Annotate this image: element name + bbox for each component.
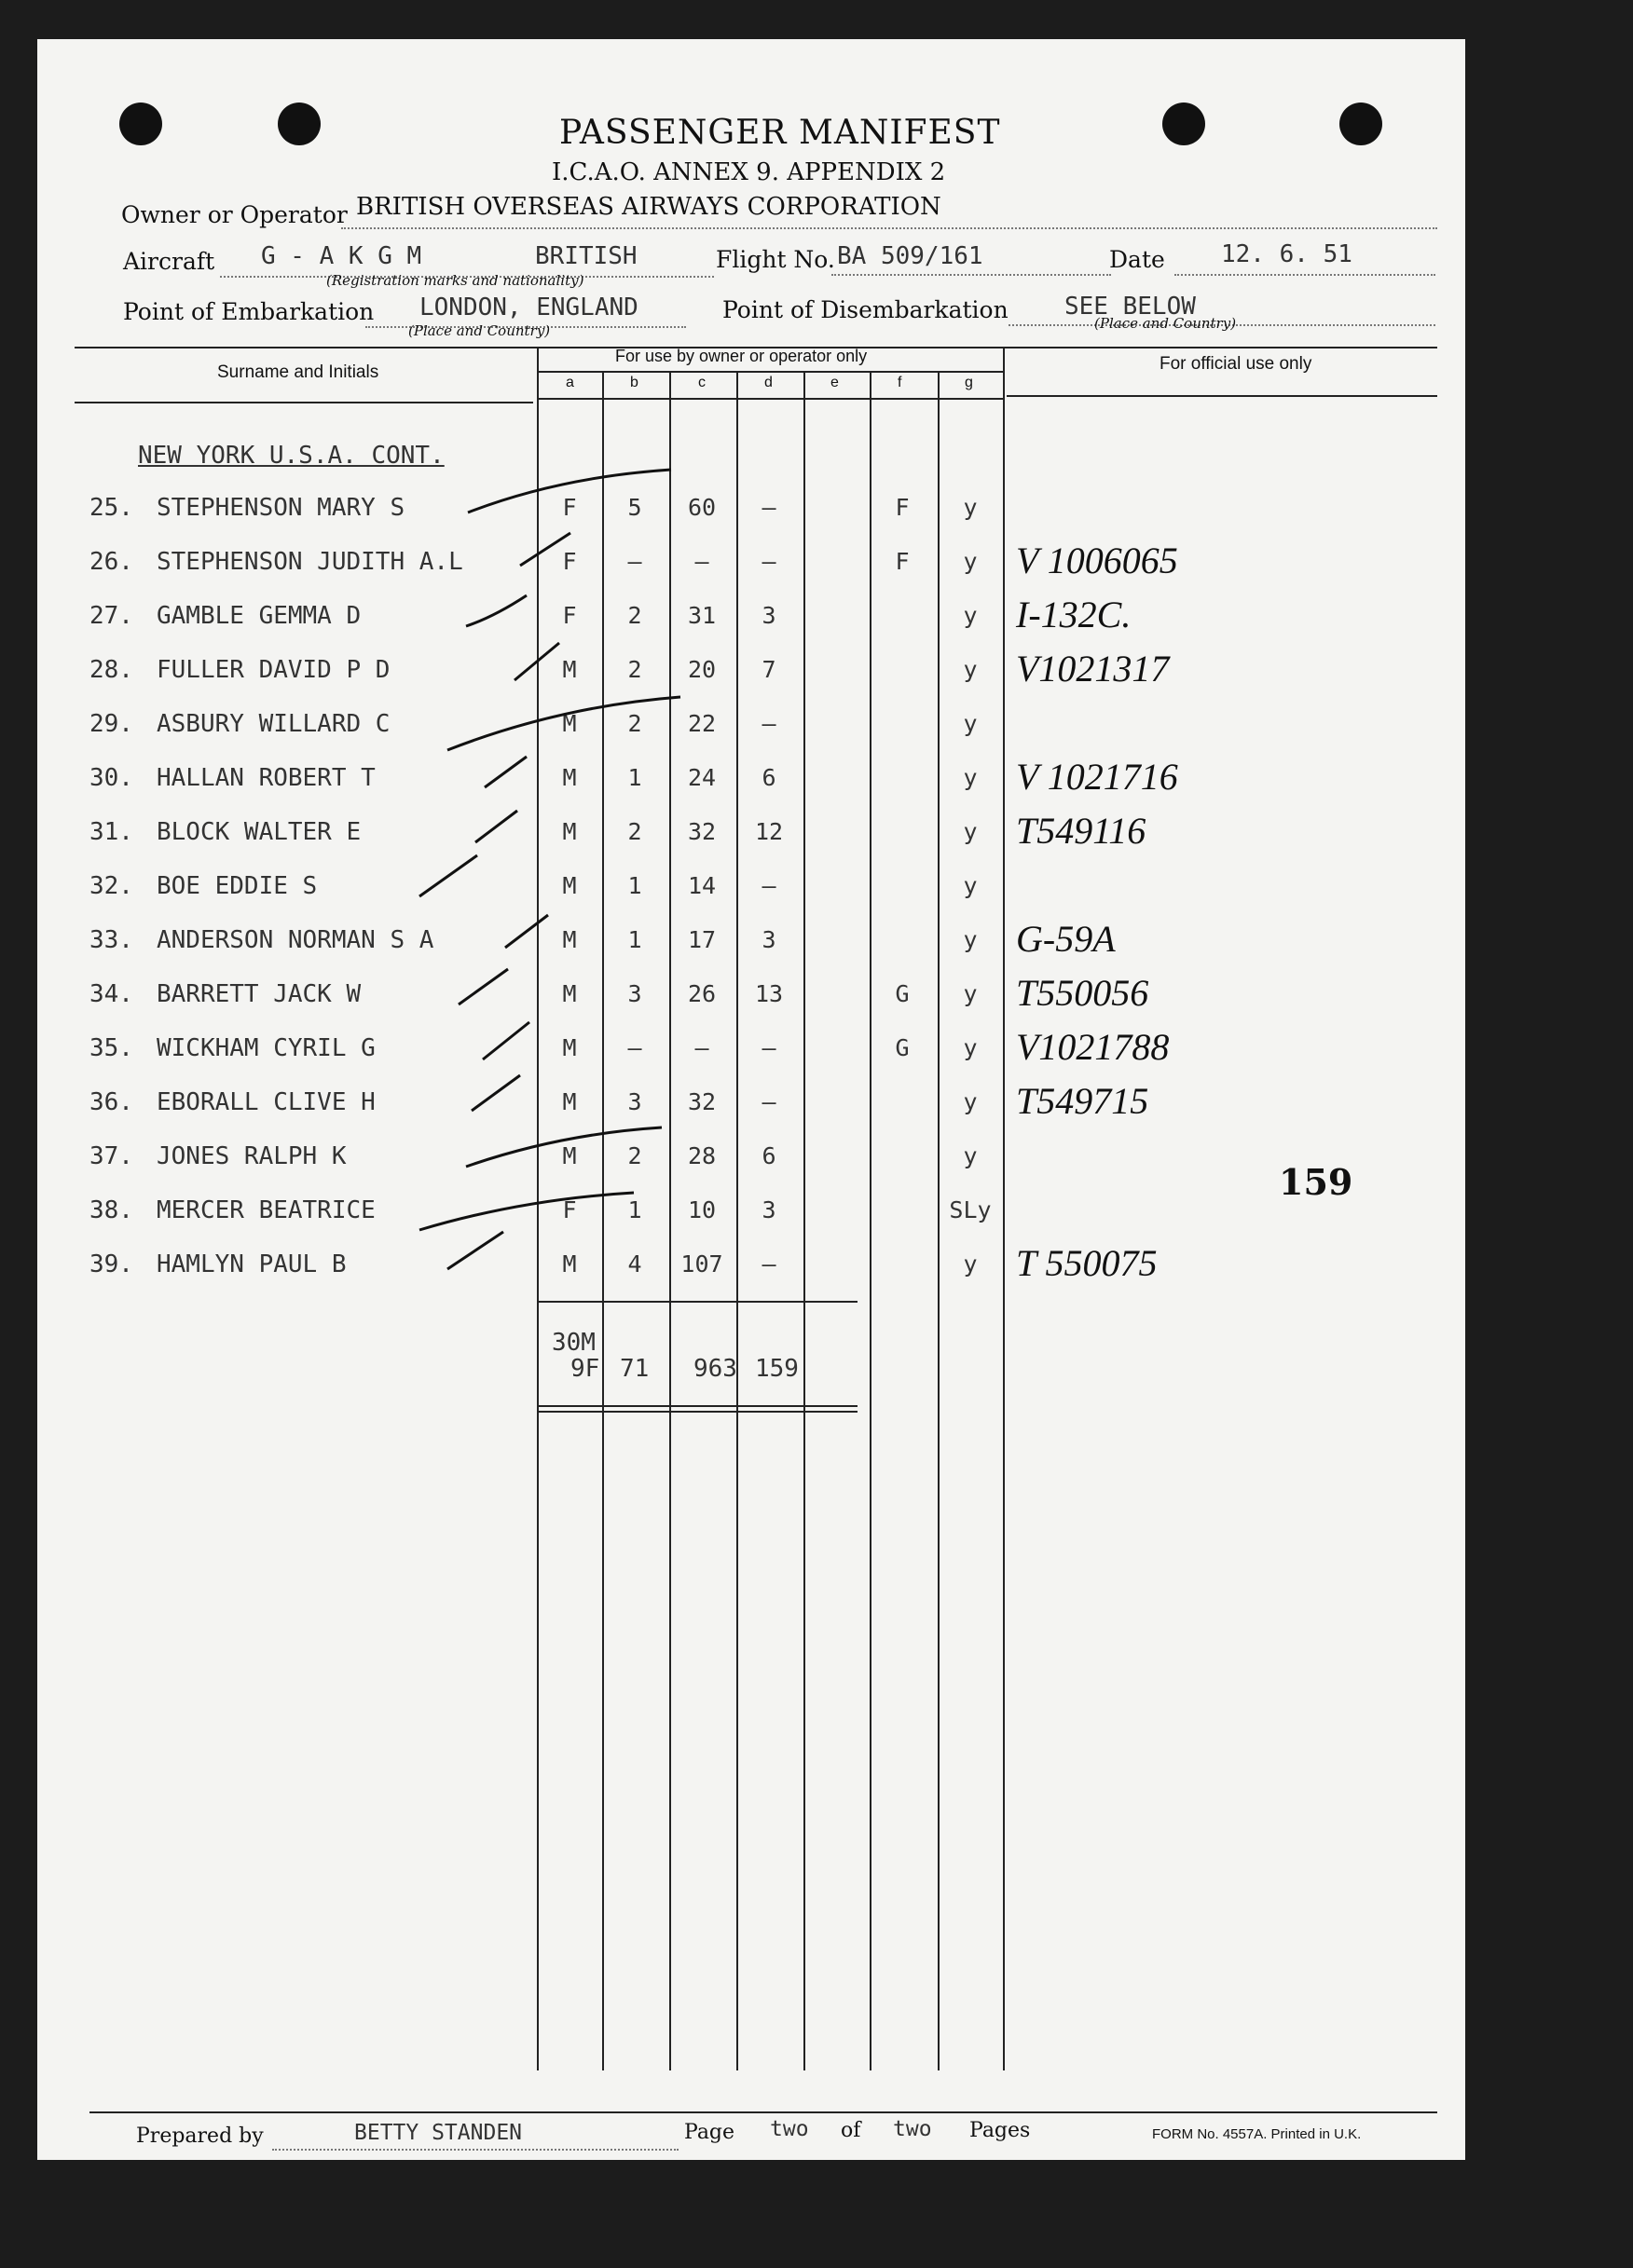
col-header-f: f xyxy=(898,375,902,390)
col-header-d: d xyxy=(764,375,773,390)
cell-d: – xyxy=(762,710,776,737)
total-b: 71 xyxy=(620,1355,650,1383)
passenger-name: ASBURY WILLARD C xyxy=(157,710,391,738)
cell-b: 1 xyxy=(627,764,642,791)
cell-a: F xyxy=(562,494,577,521)
cell-c: 32 xyxy=(687,818,717,845)
cell-b: 3 xyxy=(627,980,642,1007)
cell-a: M xyxy=(562,1034,577,1061)
row-number: 32. xyxy=(89,872,133,900)
official-entry: V1021788 xyxy=(1016,1026,1170,1068)
cell-b: – xyxy=(627,1034,642,1061)
cell-a: M xyxy=(562,764,577,791)
total-a-bottom: 9F xyxy=(570,1355,600,1383)
cell-d: 3 xyxy=(762,926,776,953)
cell-b: 1 xyxy=(627,1196,642,1223)
official-entry: T549116 xyxy=(1016,810,1146,852)
cell-g: SLy xyxy=(949,1196,992,1223)
cell-g: y xyxy=(963,1142,978,1169)
owner-label: Owner or Operator xyxy=(121,201,348,228)
cell-c: 107 xyxy=(680,1250,723,1277)
cell-c: – xyxy=(694,548,709,575)
passenger-name: BARRETT JACK W xyxy=(157,980,362,1008)
owner-use-header: For use by owner or operator only xyxy=(615,347,868,365)
cell-g: y xyxy=(963,818,978,845)
row-number: 37. xyxy=(89,1142,133,1170)
cell-g: y xyxy=(963,494,978,521)
manifest-sheet xyxy=(37,39,1465,2160)
official-header: For official use only xyxy=(1160,354,1312,374)
cell-g: y xyxy=(963,1250,978,1277)
cell-b: 4 xyxy=(627,1250,642,1277)
passenger-name: GAMBLE GEMMA D xyxy=(157,602,362,630)
cell-f: G xyxy=(895,1034,910,1061)
date-label: Date xyxy=(1109,246,1165,273)
passenger-name: MERCER BEATRICE xyxy=(157,1196,376,1224)
cell-d: 6 xyxy=(762,1142,776,1169)
name-header: Surname and Initials xyxy=(217,362,379,382)
flight-label: Flight No. xyxy=(716,246,835,273)
cell-c: 22 xyxy=(687,710,717,737)
cell-a: M xyxy=(562,926,577,953)
form-subtitle: I.C.A.O. ANNEX 9. APPENDIX 2 xyxy=(552,158,946,186)
prepared-label: Prepared by xyxy=(136,2125,264,2148)
cell-d: 7 xyxy=(762,656,776,683)
page-value: two xyxy=(770,2117,809,2141)
official-entry: V1021317 xyxy=(1016,648,1170,690)
row-number: 29. xyxy=(89,710,133,738)
cell-c: 10 xyxy=(687,1196,717,1223)
cell-g: y xyxy=(963,656,978,683)
passenger-name: EBORALL CLIVE H xyxy=(157,1088,376,1116)
passenger-name: FULLER DAVID P D xyxy=(157,656,391,684)
col-header-g: g xyxy=(965,375,973,390)
row-number: 34. xyxy=(89,980,133,1008)
passenger-name: HAMLYN PAUL B xyxy=(157,1250,347,1278)
date-value: 12. 6. 51 xyxy=(1221,240,1352,268)
cell-d: – xyxy=(762,494,776,521)
totals-bottom-rule xyxy=(537,1405,858,1407)
cell-c: 24 xyxy=(687,764,717,791)
cell-d: – xyxy=(762,1250,776,1277)
row-number: 25. xyxy=(89,494,133,522)
cell-b: 1 xyxy=(627,872,642,899)
cell-g: y xyxy=(963,764,978,791)
disembark-caption: (Place and Country) xyxy=(1094,315,1237,332)
cell-d: 3 xyxy=(762,602,776,629)
cell-g: y xyxy=(963,710,978,737)
row-number: 28. xyxy=(89,656,133,684)
cell-c: 60 xyxy=(687,494,717,521)
totals-top-rule xyxy=(537,1301,858,1303)
cell-f: F xyxy=(895,548,910,575)
official-total: 159 xyxy=(1279,1161,1353,1203)
passenger-name: ANDERSON NORMAN S A xyxy=(157,926,434,954)
row-number: 26. xyxy=(89,548,133,576)
official-entry: T549715 xyxy=(1016,1080,1149,1122)
cell-a: M xyxy=(562,1088,577,1115)
disembark-value: SEE BELOW xyxy=(1064,293,1196,321)
cell-c: 14 xyxy=(687,872,717,899)
cell-d: – xyxy=(762,1088,776,1115)
official-entry: G-59A xyxy=(1016,918,1116,960)
aircraft-label: Aircraft xyxy=(123,248,215,275)
row-number: 31. xyxy=(89,818,133,846)
embark-caption: (Place and Country) xyxy=(408,322,551,339)
passenger-name: HALLAN ROBERT T xyxy=(157,764,376,792)
cell-a: F xyxy=(562,1196,577,1223)
aircraft-caption: (Registration marks and nationality) xyxy=(326,272,584,289)
passenger-name: BOE EDDIE S xyxy=(157,872,318,900)
cell-a: F xyxy=(562,602,577,629)
totals-bottom-rule-2 xyxy=(537,1411,858,1413)
cell-d: – xyxy=(762,872,776,899)
row-number: 27. xyxy=(89,602,133,630)
owner-value: BRITISH OVERSEAS AIRWAYS CORPORATION xyxy=(356,193,941,221)
cell-a: M xyxy=(562,656,577,683)
cell-a: M xyxy=(562,980,577,1007)
cell-c: 28 xyxy=(687,1142,717,1169)
aircraft-nationality: BRITISH xyxy=(535,242,638,270)
cell-g: y xyxy=(963,926,978,953)
official-entry: T550056 xyxy=(1016,972,1149,1014)
cell-d: – xyxy=(762,548,776,575)
form-title: PASSENGER MANIFEST xyxy=(559,114,1001,152)
row-number: 33. xyxy=(89,926,133,954)
cell-g: y xyxy=(963,602,978,629)
page-label: Page xyxy=(684,2121,735,2144)
cell-g: y xyxy=(963,872,978,899)
row-number: 36. xyxy=(89,1088,133,1116)
cell-c: 17 xyxy=(687,926,717,953)
flight-value: BA 509/161 xyxy=(837,242,983,270)
col-header-e: e xyxy=(830,375,839,390)
total-d: 159 xyxy=(755,1355,799,1383)
cell-d: – xyxy=(762,1034,776,1061)
embark-value: LONDON, ENGLAND xyxy=(419,294,638,321)
passenger-name: STEPHENSON MARY S xyxy=(157,494,405,522)
cell-c: 20 xyxy=(687,656,717,683)
cell-b: – xyxy=(627,548,642,575)
row-number: 38. xyxy=(89,1196,133,1224)
cell-f: F xyxy=(895,494,910,521)
cell-b: 2 xyxy=(627,656,642,683)
cell-d: 13 xyxy=(754,980,784,1007)
cell-b: 2 xyxy=(627,710,642,737)
official-entry: I-132C. xyxy=(1016,594,1132,635)
passenger-name: JONES RALPH K xyxy=(157,1142,347,1170)
passenger-name: BLOCK WALTER E xyxy=(157,818,362,846)
cell-c: 32 xyxy=(687,1088,717,1115)
of-label: of xyxy=(841,2119,861,2142)
prepared-value: BETTY STANDEN xyxy=(354,2121,523,2145)
cell-b: 2 xyxy=(627,602,642,629)
form-number: FORM No. 4557A. Printed in U.K. xyxy=(1152,2126,1362,2142)
cell-b: 2 xyxy=(627,818,642,845)
footer-rule xyxy=(89,2111,1437,2113)
cell-b: 3 xyxy=(627,1088,642,1115)
cell-c: – xyxy=(694,1034,709,1061)
cell-c: 26 xyxy=(687,980,717,1007)
cell-a: M xyxy=(562,872,577,899)
cell-f: G xyxy=(895,980,910,1007)
col-header-c: c xyxy=(698,375,706,390)
row-number: 35. xyxy=(89,1034,133,1062)
of-value: two xyxy=(893,2117,932,2141)
cell-g: y xyxy=(963,980,978,1007)
cell-a: M xyxy=(562,1250,577,1277)
col-header-b: b xyxy=(630,375,638,390)
cell-a: M xyxy=(562,1142,577,1169)
tick-marks xyxy=(37,39,1465,1344)
total-a-top: 30M xyxy=(552,1329,596,1357)
cell-d: 6 xyxy=(762,764,776,791)
aircraft-value: G - A K G M xyxy=(261,242,422,270)
cell-a: M xyxy=(562,710,577,737)
cell-a: F xyxy=(562,548,577,575)
total-c: 963 xyxy=(693,1355,737,1383)
official-entry: V 1006065 xyxy=(1016,540,1178,581)
cell-b: 2 xyxy=(627,1142,642,1169)
embark-label: Point of Embarkation xyxy=(123,298,375,325)
passenger-name: STEPHENSON JUDITH A.L xyxy=(157,548,463,576)
cell-g: y xyxy=(963,1034,978,1061)
row-number: 39. xyxy=(89,1250,133,1278)
pages-label: Pages xyxy=(969,2119,1031,2142)
cell-c: 31 xyxy=(687,602,717,629)
disembark-label: Point of Disembarkation xyxy=(722,296,1009,323)
official-entry: T 550075 xyxy=(1016,1242,1158,1284)
cell-g: y xyxy=(963,1088,978,1115)
cell-b: 1 xyxy=(627,926,642,953)
cell-g: y xyxy=(963,548,978,575)
cell-a: M xyxy=(562,818,577,845)
cell-d: 12 xyxy=(754,818,784,845)
cell-d: 3 xyxy=(762,1196,776,1223)
col-header-a: a xyxy=(566,375,574,390)
cell-b: 5 xyxy=(627,494,642,521)
row-number: 30. xyxy=(89,764,133,792)
passenger-name: WICKHAM CYRIL G xyxy=(157,1034,376,1062)
section-heading: NEW YORK U.S.A. CONT. xyxy=(138,442,445,470)
official-entry: V 1021716 xyxy=(1016,756,1178,798)
